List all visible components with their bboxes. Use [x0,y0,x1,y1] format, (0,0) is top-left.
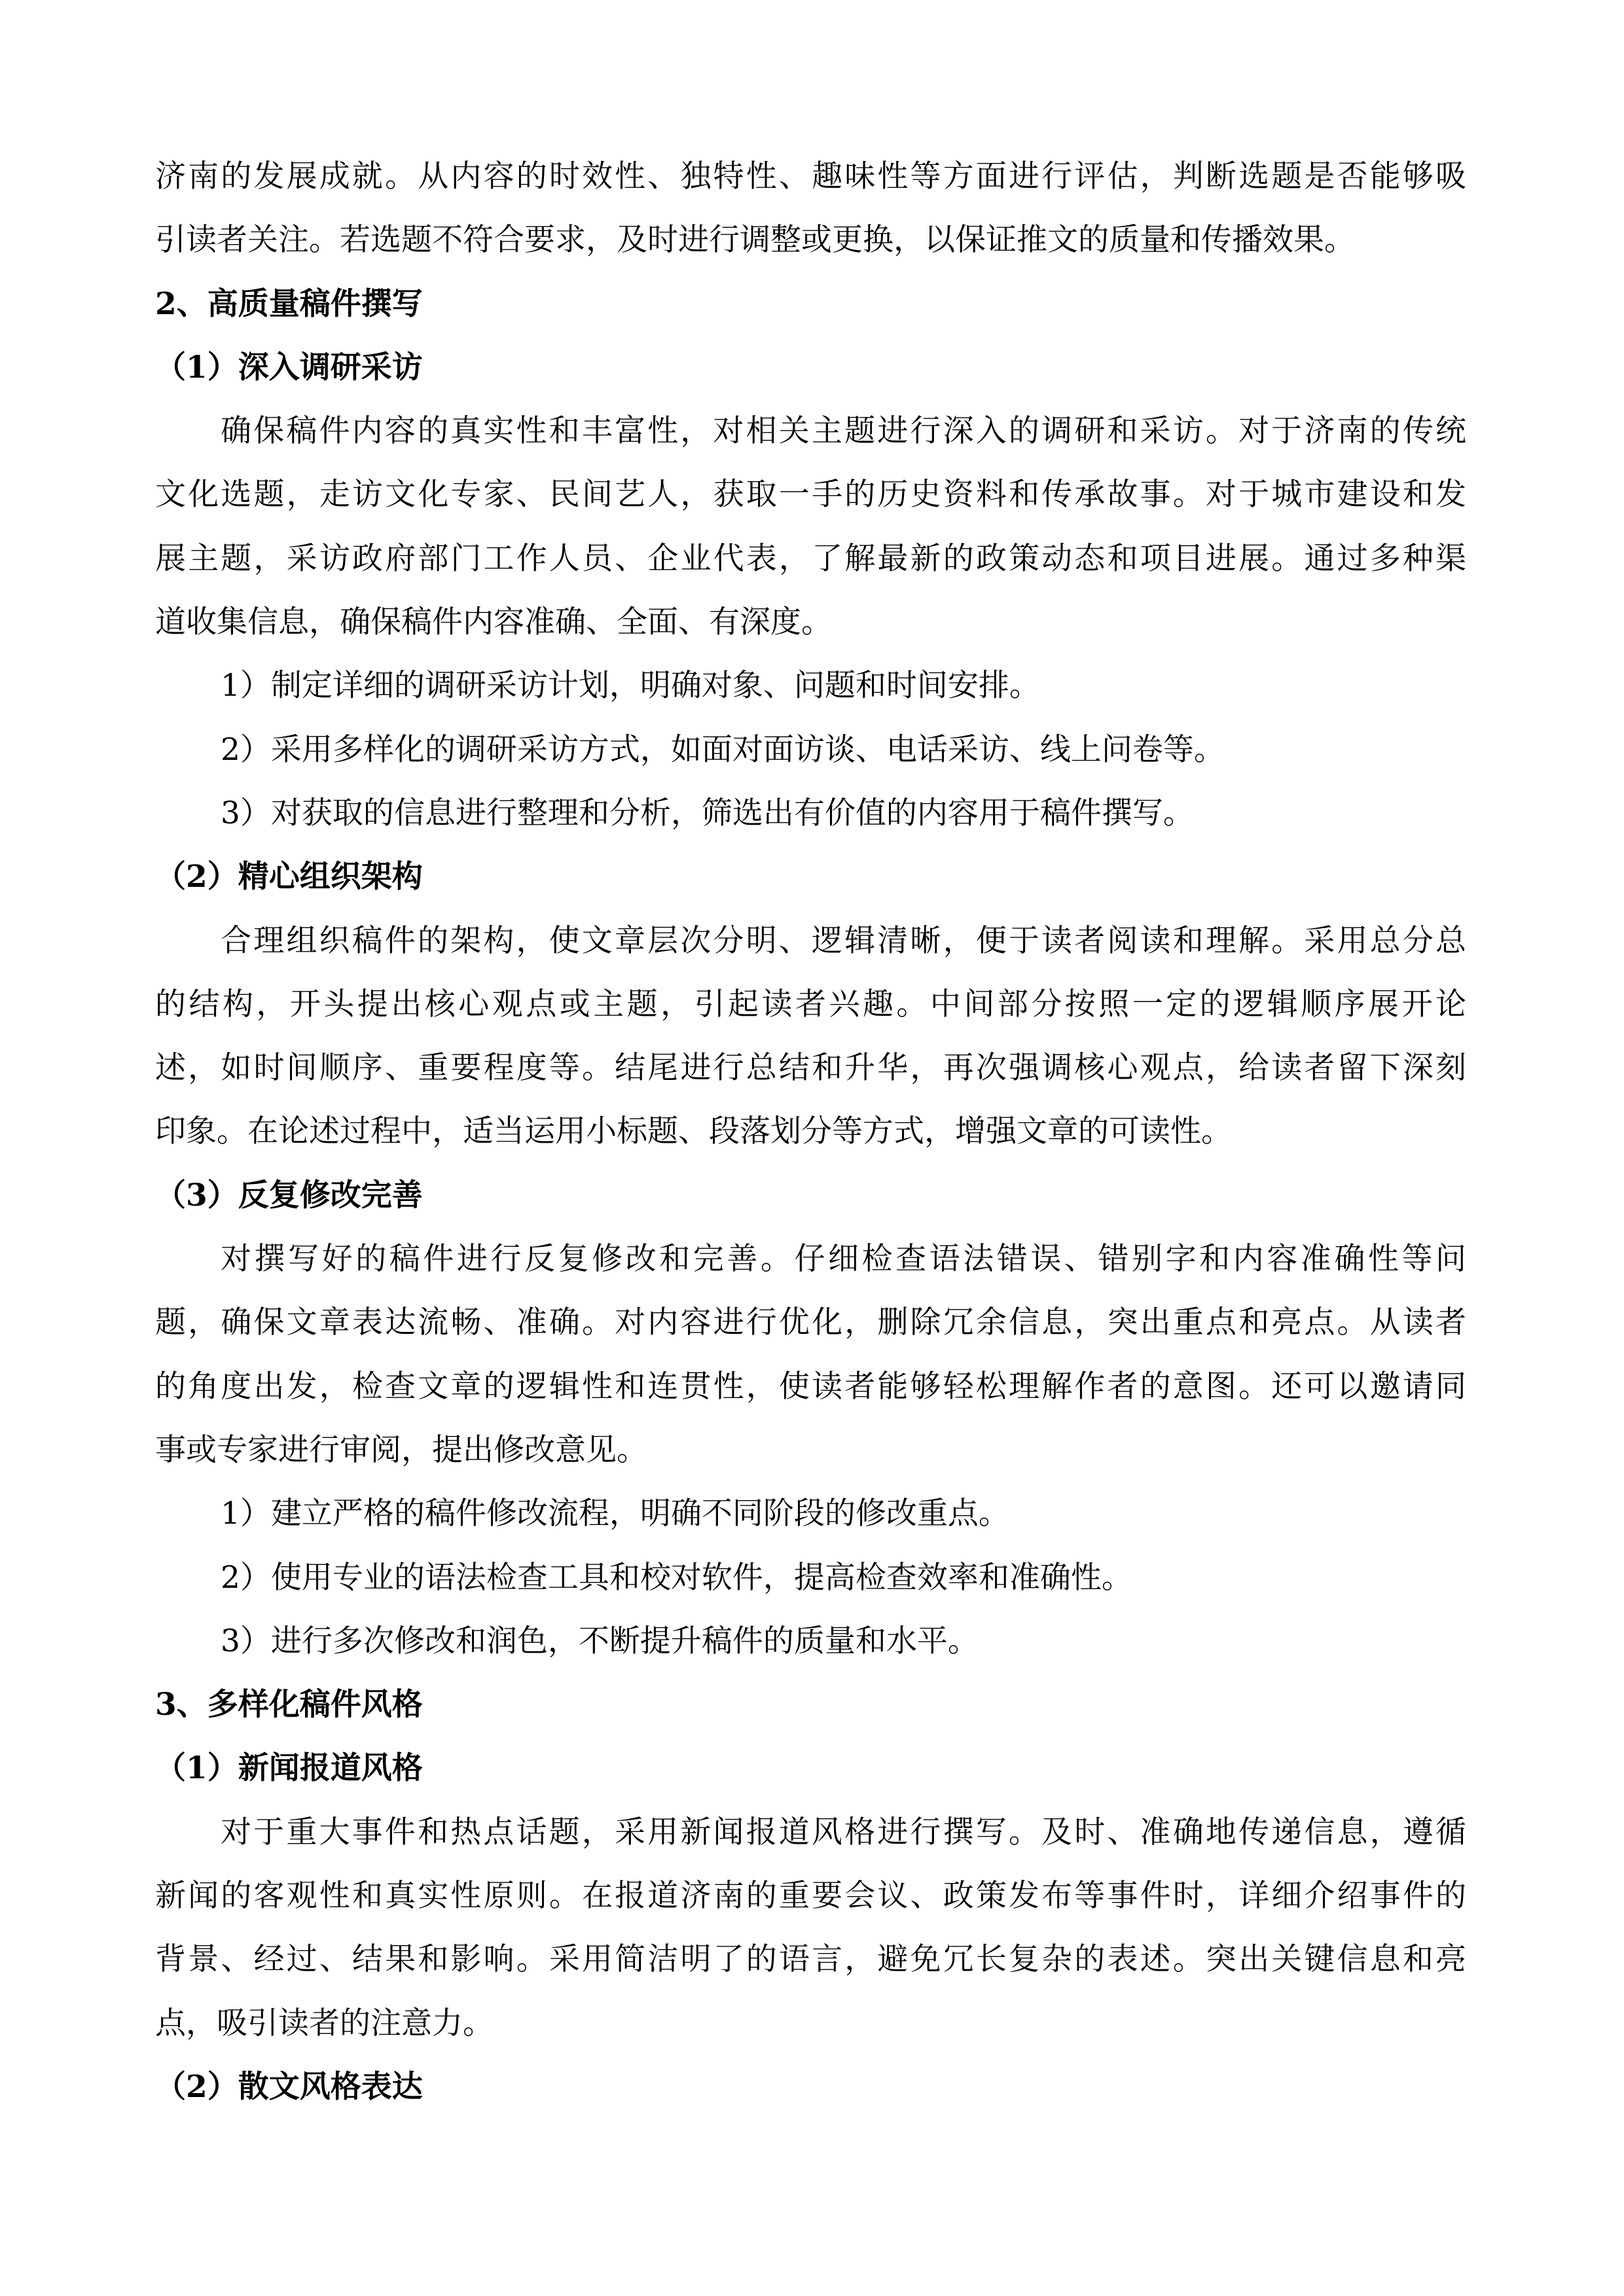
subheading-research-interview: （1）深入调研采访 [155,349,423,386]
subheading-structure: （2）精心组织架构 [155,859,423,895]
paragraph-line: 事或专家进行审阅，提出修改意见。 [155,1431,647,1468]
paragraph-line: 合理组织稿件的架构，使文章层次分明、逻辑清晰，便于读者阅读和理解。采用总分总 [221,922,1466,959]
subheading-prose-style: （2）散文风格表达 [155,2068,423,2105]
section-heading-3: 3、多样化稿件风格 [155,1687,423,1723]
paragraph-line: 引读者关注。若选题不符合要求，及时进行调整或更换，以保证推文的质量和传播效果。 [155,222,1355,259]
list-item: 3）进行多次修改和润色，不断提升稿件的质量和水平。 [221,1623,979,1659]
paragraph-line: 新闻的客观性和真实性原则。在报道济南的重要会议、政策发布等事件时，详细介绍事件的 [155,1878,1466,1914]
paragraph-line: 济南的发展成就。从内容的时效性、独特性、趣味性等方面进行评估，判断选题是否能够吸 [155,158,1466,194]
list-item: 1）建立严格的稿件修改流程，明确不同阶段的修改重点。 [221,1496,1009,1532]
paragraph-research [155,399,1466,654]
paragraph-continuation [155,145,1466,272]
list-item: 2）使用专业的语法检查工具和校对软件，提高检查效率和准确性。 [221,1559,1132,1596]
paragraph-line: 背景、经过、结果和影响。采用简洁明了的语言，避免冗长复杂的表述。突出关键信息和亮 [155,1941,1466,1978]
paragraph-line: 展主题，采访政府部门工作人员、企业代表，了解最新的政策动态和项目进展。通过多种渠 [155,540,1466,577]
paragraph-line: 题，确保文章表达流畅、准确。对内容进行优化，删除冗余信息，突出重点和亮点。从读者 [155,1304,1466,1341]
list-item: 2）采用多样化的调研采访方式，如面对面访谈、电话采访、线上问卷等。 [221,731,1225,768]
paragraph-line: 印象。在论述过程中，适当运用小标题、段落划分等方式，增强文章的可读性。 [155,1113,1232,1150]
paragraph-line: 对撰写好的稿件进行反复修改和完善。仔细检查语法错误、错别字和内容准确性等问 [221,1241,1466,1278]
paragraph-news-style [155,1801,1466,2055]
paragraph-revision [155,1227,1466,1482]
paragraph-line: 对于重大事件和热点话题，采用新闻报道风格进行撰写。及时、准确地传递信息，遵循 [221,1814,1466,1850]
section-heading-2: 2、高质量稿件撰写 [155,285,423,322]
document-page [155,145,1466,2119]
paragraph-line: 确保稿件内容的真实性和丰富性，对相关主题进行深入的调研和采访。对于济南的传统 [221,413,1466,450]
list-item: 3）对获取的信息进行整理和分析，筛选出有价值的内容用于稿件撰写。 [221,795,1194,831]
paragraph-structure [155,909,1466,1164]
paragraph-line: 点，吸引读者的注意力。 [155,2005,494,2041]
list-item: 1）制定详细的调研采访计划，明确对象、问题和时间安排。 [221,668,1040,704]
paragraph-line: 的角度出发，检查文章的逻辑性和连贯性，使读者能够轻松理解作者的意图。还可以邀请同 [155,1368,1466,1405]
paragraph-line: 述，如时间顺序、重要程度等。结尾进行总结和升华，再次强调核心观点，给读者留下深刻 [155,1050,1466,1086]
subheading-news-style: （1）新闻报道风格 [155,1750,423,1787]
paragraph-line: 文化选题，走访文化专家、民间艺人，获取一手的历史资料和传承故事。对于城市建设和发 [155,476,1466,513]
paragraph-line: 道收集信息，确保稿件内容准确、全面、有深度。 [155,604,832,641]
subheading-revision: （3）反复修改完善 [155,1177,423,1213]
paragraph-line: 的结构，开头提出核心观点或主题，引起读者兴趣。中间部分按照一定的逻辑顺序展开论 [155,986,1466,1022]
